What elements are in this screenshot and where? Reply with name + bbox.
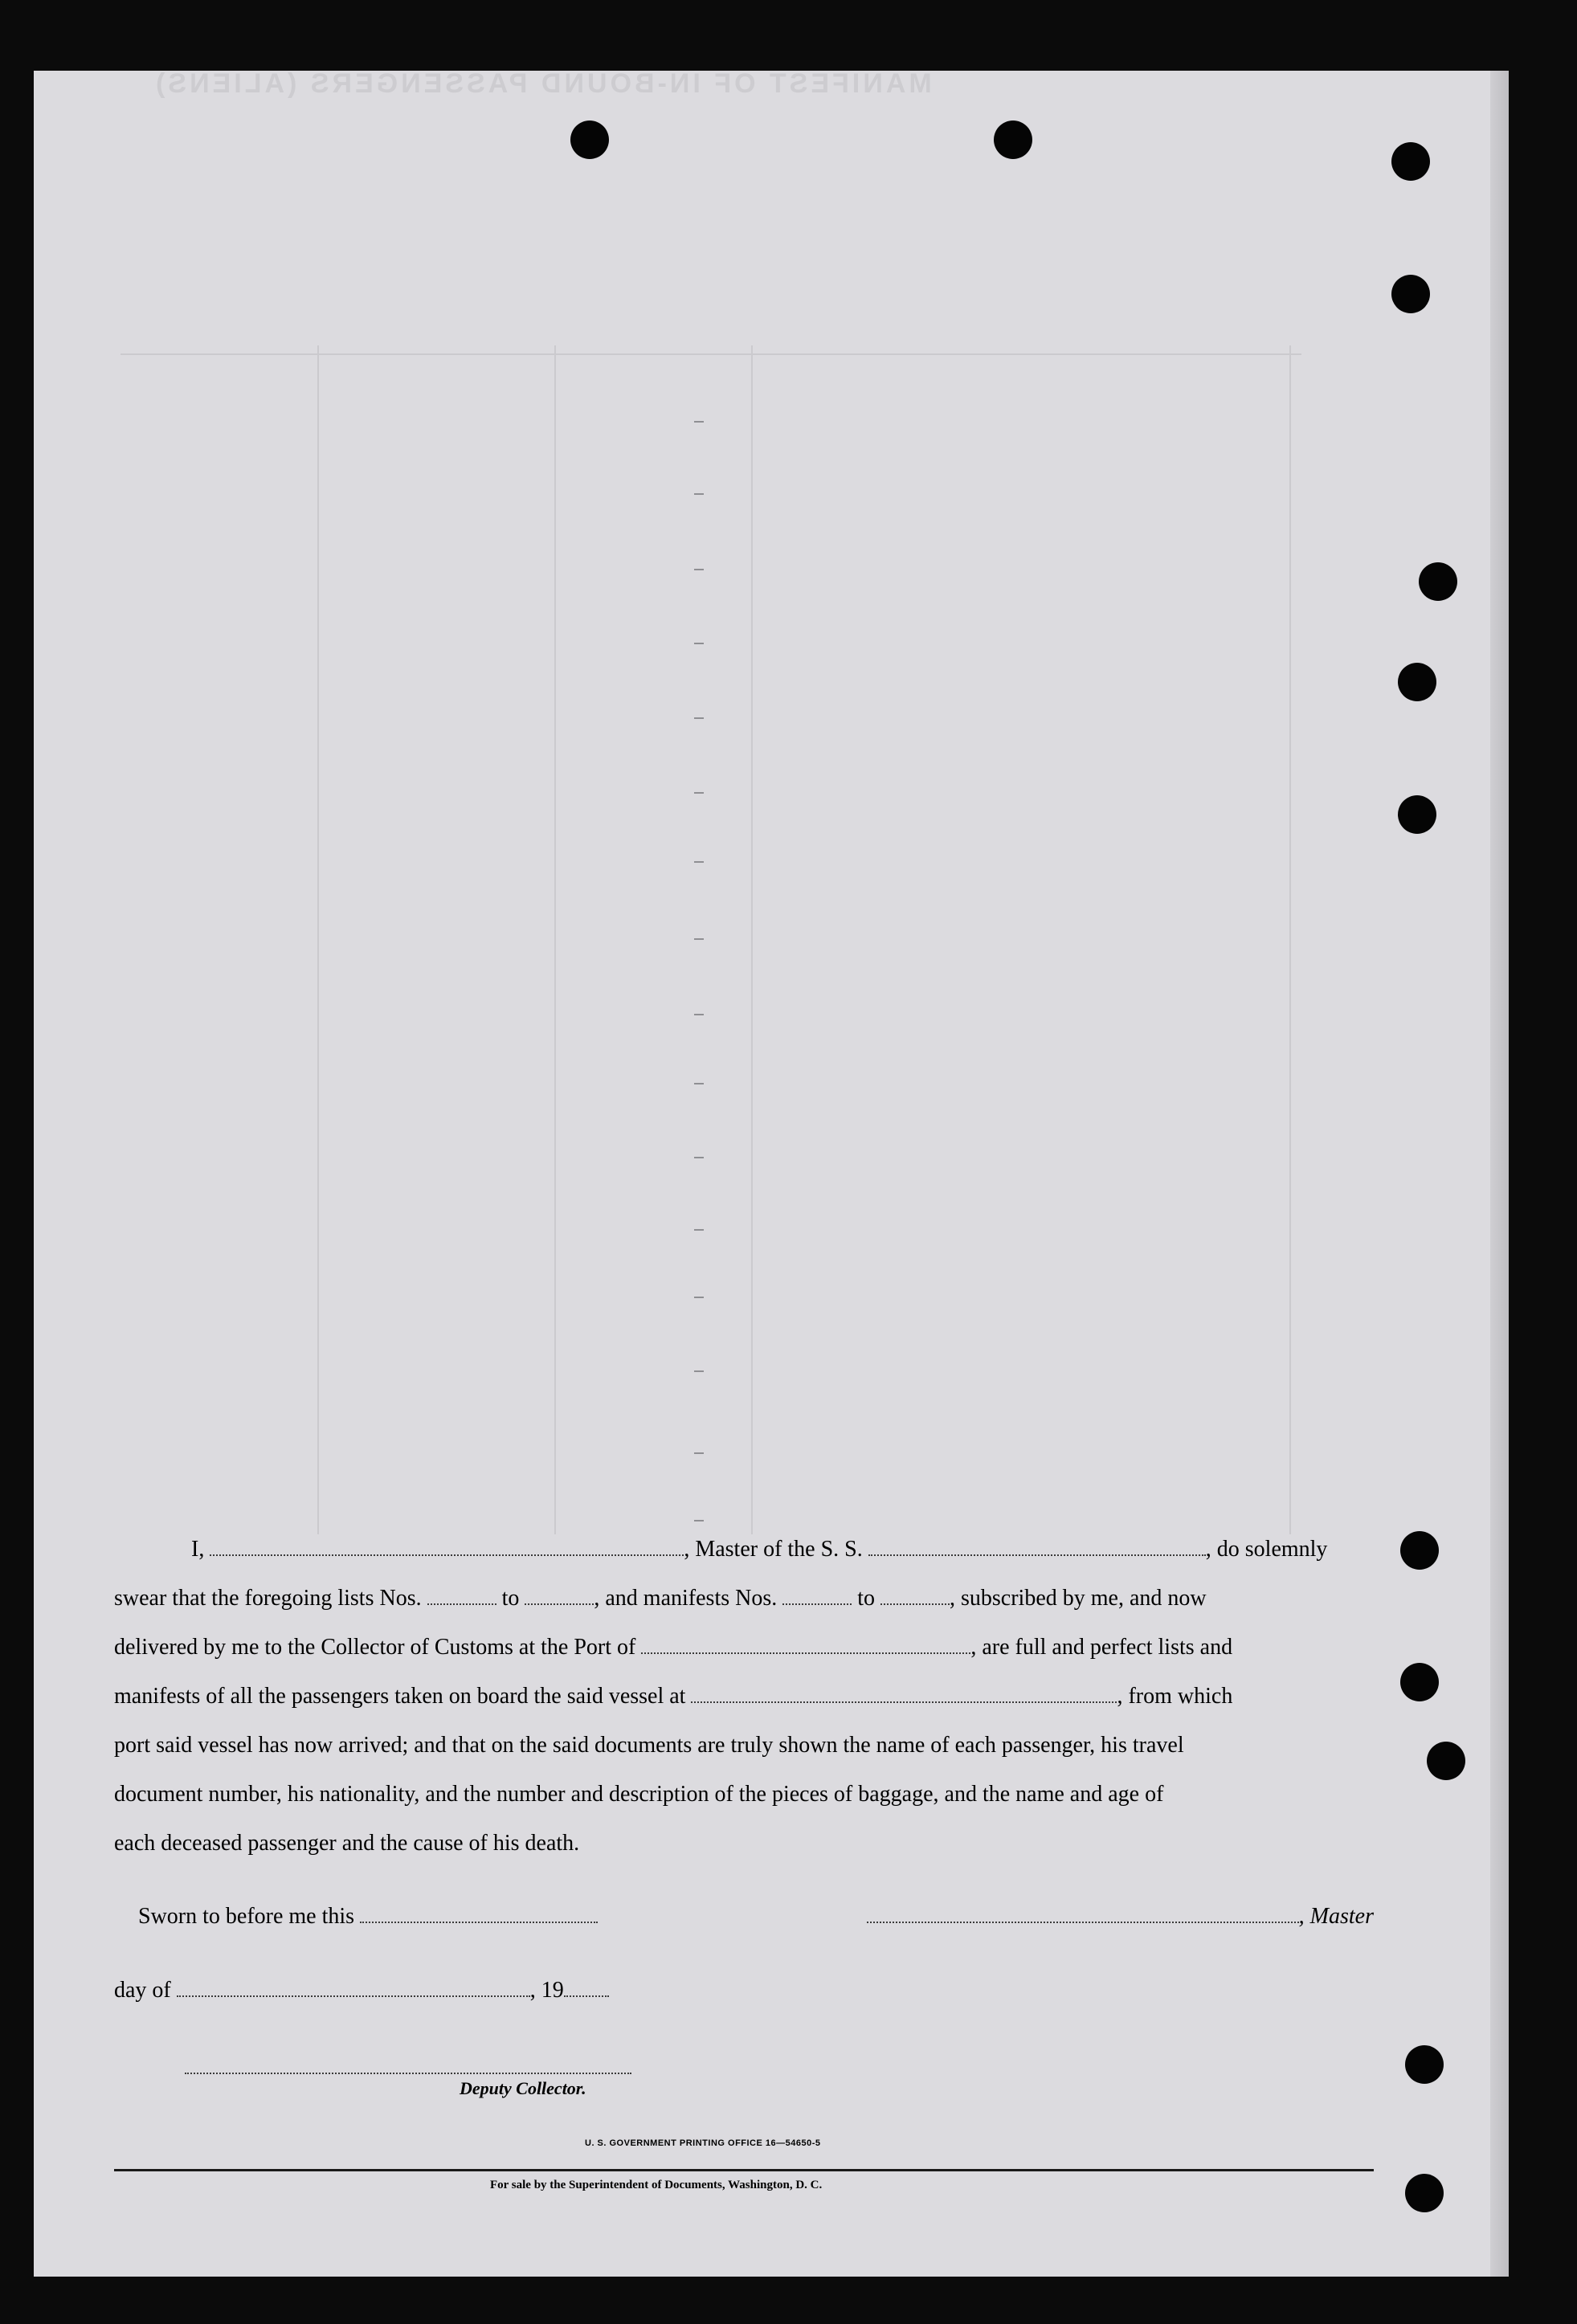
- sworn-label: Sworn to before me this: [138, 1904, 355, 1929]
- sworn-row: [114, 1904, 1374, 1936]
- footer-rule: [114, 2169, 1374, 2171]
- oath-text: manifests of all the passengers taken on board the said vessel at: [114, 1684, 686, 1709]
- row-mark: [694, 938, 704, 940]
- master-label: , Master: [1298, 1904, 1374, 1929]
- row-mark: [694, 421, 704, 423]
- row-mark: [694, 1083, 704, 1084]
- year-field[interactable]: [564, 1979, 609, 1997]
- deputy-collector-signature-field[interactable]: [185, 2073, 631, 2074]
- manifest-page: [34, 71, 1509, 2277]
- oath-line-7: each deceased passenger and the cause of his death.: [114, 1831, 580, 1856]
- sworn-date-block: [138, 1904, 598, 1930]
- master-signature-block: [867, 1904, 1374, 1930]
- row-mark: [694, 1229, 704, 1231]
- day-of-label: day of: [114, 1978, 171, 2003]
- master-signature-field[interactable]: [867, 1905, 1299, 1923]
- row-mark: [694, 569, 704, 570]
- oath-text: , and manifests Nos.: [594, 1586, 778, 1611]
- bleed-through-column: [751, 345, 753, 1534]
- punch-hole: [1419, 562, 1457, 601]
- sworn-day-field[interactable]: [360, 1905, 598, 1923]
- bleed-through-rule: [121, 353, 1301, 355]
- master-oath-paragraph: [114, 1525, 1374, 1868]
- oath-text: to: [857, 1586, 876, 1611]
- list-to-field[interactable]: [525, 1587, 594, 1605]
- row-mark: [694, 861, 704, 863]
- for-sale-notice: For sale by the Superintendent of Documents, Washington, D. C.: [490, 2179, 823, 2191]
- oath-line-3: [114, 1623, 1374, 1672]
- year-prefix: , 19: [529, 1978, 564, 2003]
- row-mark: [694, 1520, 704, 1521]
- punch-hole: [1405, 2174, 1444, 2212]
- oath-text: , from which: [1117, 1684, 1233, 1709]
- punch-hole: [1391, 275, 1430, 313]
- punch-hole: [1400, 1531, 1439, 1570]
- row-mark: [694, 643, 704, 644]
- oath-line-6: document number, his nationality, and the number and description of the pieces of baggage, and the name and age of: [114, 1782, 1164, 1807]
- row-mark: [694, 493, 704, 495]
- vessel-name-field[interactable]: [868, 1538, 1206, 1556]
- oath-line-1: [114, 1525, 1374, 1574]
- bleed-through-column: [317, 345, 319, 1534]
- punch-hole: [1405, 2045, 1444, 2084]
- oath-text: , are full and perfect lists and: [970, 1635, 1233, 1660]
- manifest-to-field[interactable]: [880, 1587, 950, 1605]
- punch-hole: [1398, 663, 1436, 701]
- row-mark: [694, 1452, 704, 1454]
- oath-line-5: port said vessel has now arrived; and that on the said documents are truly shown the name of each passenger, his travel: [114, 1733, 1184, 1758]
- manifest-from-field[interactable]: [782, 1587, 852, 1605]
- oath-text: to: [501, 1586, 520, 1611]
- oath-text: , Master of the S. S.: [684, 1537, 863, 1562]
- oath-line-4: [114, 1672, 1374, 1721]
- oath-line-2: [114, 1574, 1374, 1623]
- page-edge-shadow: [1490, 71, 1509, 2277]
- punch-hole: [994, 120, 1032, 159]
- oath-text: I,: [191, 1537, 205, 1562]
- row-mark: [694, 1370, 704, 1372]
- row-mark: [694, 1157, 704, 1158]
- day-of-row: [114, 1978, 609, 2003]
- bleed-through-title: MANIFEST OF IN-BOUND PASSENGERS (ALIENS): [153, 68, 932, 99]
- oath-text: swear that the foregoing lists Nos.: [114, 1586, 422, 1611]
- port-of-departure-field[interactable]: [691, 1685, 1117, 1703]
- punch-hole: [1391, 142, 1430, 181]
- deputy-collector-label: Deputy Collector.: [460, 2078, 586, 2098]
- punch-hole: [1398, 795, 1436, 834]
- oath-text: , do solemnly: [1205, 1537, 1328, 1562]
- port-of-arrival-field[interactable]: [641, 1636, 970, 1654]
- printing-office-imprint: U. S. GOVERNMENT PRINTING OFFICE 16—54650-5: [585, 2138, 821, 2148]
- row-mark: [694, 717, 704, 719]
- master-name-field[interactable]: [210, 1538, 684, 1556]
- punch-hole: [1427, 1742, 1465, 1780]
- bleed-through-column: [1289, 345, 1291, 1534]
- row-mark: [694, 1014, 704, 1015]
- oath-text: , subscribed by me, and now: [950, 1586, 1207, 1611]
- row-mark: [694, 792, 704, 794]
- oath-text: delivered by me to the Collector of Customs at the Port of: [114, 1635, 636, 1660]
- bleed-through-column: [554, 345, 556, 1534]
- punch-hole: [1400, 1663, 1439, 1701]
- punch-hole: [570, 120, 609, 159]
- row-mark: [694, 1297, 704, 1298]
- list-from-field[interactable]: [427, 1587, 496, 1605]
- month-field[interactable]: [177, 1979, 530, 1997]
